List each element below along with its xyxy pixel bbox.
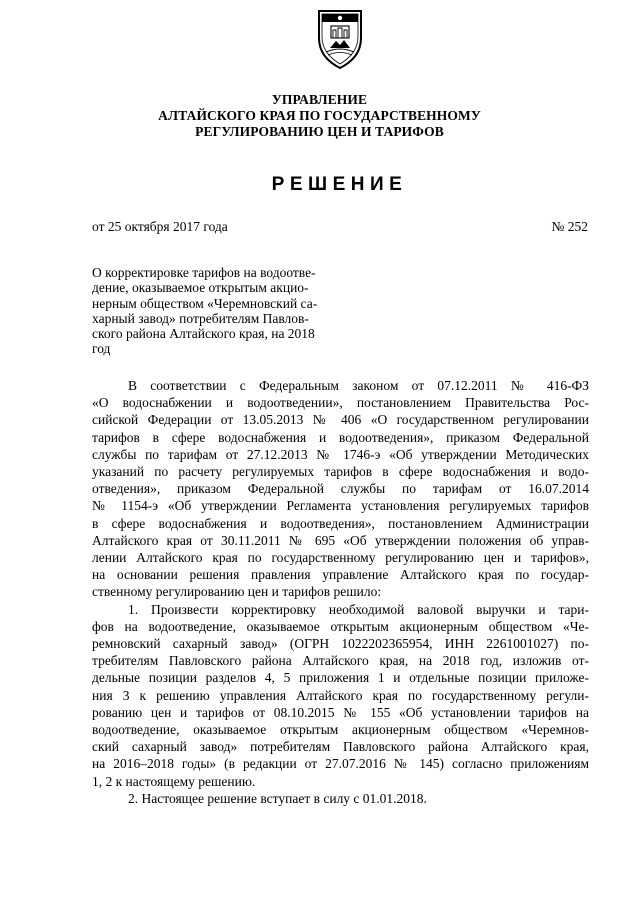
body-line: тарифов в сфере водоснабжения и водоотведения», приказом Федеральной [92, 429, 589, 445]
document-body [92, 377, 589, 807]
authority-line: РЕГУЛИРОВАНИЮ ЦЕН И ТАРИФОВ [195, 124, 444, 139]
document-number: № 252 [551, 219, 588, 234]
body-line: «О водоснабжении и водоотведении», постановлением Правительства Рос- [92, 395, 589, 411]
altai-krai-coat-of-arms-icon [316, 8, 364, 70]
body-line: дельные позиции разделов 4, 5 приложения 1 и отдельные позиции приложе- [92, 670, 589, 686]
authority-line: УПРАВЛЕНИЕ [271, 92, 368, 107]
body-line: отведения», приказом Федеральной службы по тарифам от 16.07.2014 [92, 481, 589, 497]
body-line: в сфере водоснабжения и водоотведения», постановлением Администрации [92, 515, 589, 531]
body-line: сийской Федерации от 13.05.2013 № 406 «О государственном регулировании [92, 412, 589, 428]
authority-line: АЛТАЙСКОГО КРАЯ ПО ГОСУДАРСТВЕННОМУ [158, 108, 481, 123]
subject-line: ского района Алтайского края, на 2018 [92, 326, 315, 342]
body-line: ский сахарный завод» потребителям Павловского района Алтайского края, [92, 739, 589, 755]
body-line: водоотведение, оказываемое открытым акционерным обществом «Черемнов- [92, 722, 589, 738]
body-line: требителям Павловского района Алтайского края, на 2018 год, изложив от- [92, 653, 589, 669]
body-line: ственному регулированию цен и тарифов решило: [92, 584, 382, 600]
body-line: В соответствии с Федеральным законом от 07.12.2011 № 416-ФЗ [128, 378, 589, 393]
subject-line: О корректировке тарифов на водоотве- [92, 265, 316, 280]
body-line: лении Алтайского края по государственному регулированию цен и тарифов», [92, 550, 589, 566]
body-line: 2. Настоящее решение вступает в силу с 01.01.2018. [128, 790, 427, 806]
body-line: на основании решения правления управление Алтайского края по государ- [92, 567, 589, 583]
body-line: на 2016–2018 годы» (в редакции от 27.07.2016 № 145) согласно приложениям [92, 756, 589, 772]
subject-line: год [92, 341, 111, 357]
subject-line: дение, оказываемое открытым акцио- [92, 280, 309, 296]
issuing-authority [0, 92, 639, 140]
document-type-title: РЕШЕНИЕ [271, 174, 408, 195]
body-line: рованию цен и тарифов от 08.10.2015 № 155 «Об установлении тарифов на [92, 704, 589, 720]
body-line: 1, 2 к настоящему решению. [92, 773, 256, 789]
body-line: службы по тарифам от 27.12.2013 № 1746-э «Об утверждении Методических [92, 446, 589, 462]
body-line: ния 3 к решению управления Алтайского края по государственному регули- [92, 687, 589, 703]
subject-line: нерным обществом «Черемновский са- [92, 295, 318, 311]
body-line: ремновский сахарный завод» (ОГРН 1022202365954, ИНН 2261001027) по- [92, 636, 589, 652]
body-line: Алтайского края от 30.11.2011 № 695 «Об утверждении положения об управ- [92, 532, 589, 548]
body-line: фов на водоотведение, оказываемое открытым акционерным обществом «Че- [92, 618, 589, 634]
document-subject [92, 265, 318, 357]
body-line: 1. Произвести корректировку необходимой валовой выручки и тари- [128, 601, 589, 617]
body-line: № 1154-э «Об утверждении Регламента установления регулируемых тарифов [92, 498, 589, 514]
subject-line: харный завод» потребителям Павлов- [92, 310, 309, 326]
body-line: указаний по расчету регулируемых тарифов в сфере водоснабжения и водо- [92, 464, 589, 480]
document-date: от 25 октября 2017 года [92, 219, 228, 234]
